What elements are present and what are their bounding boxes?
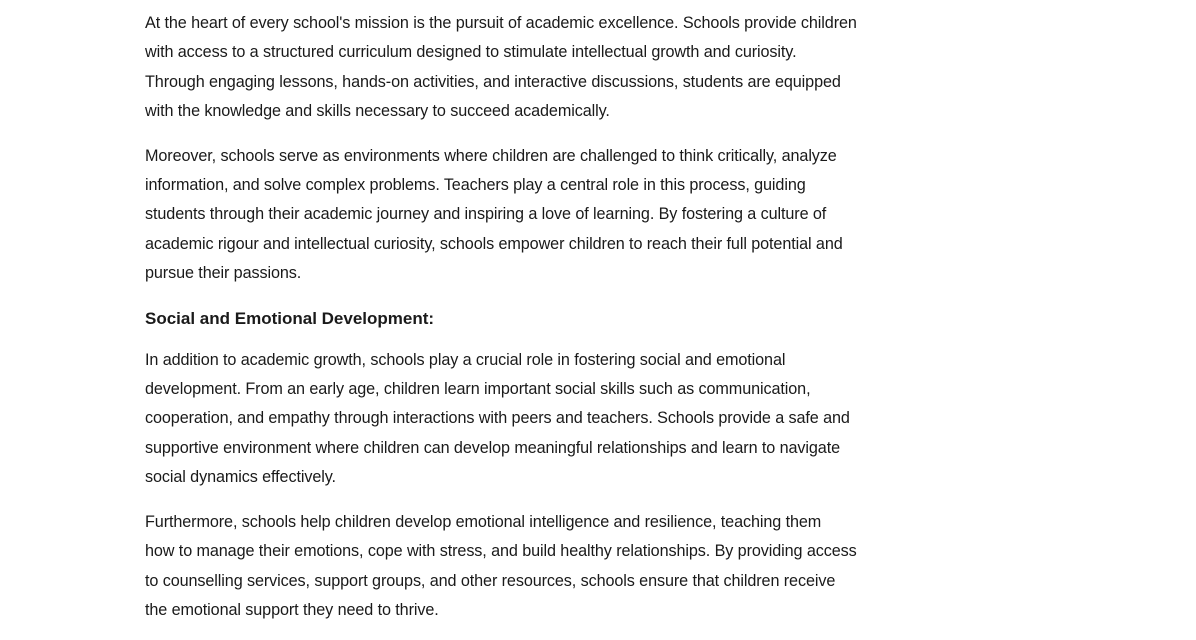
paragraph-academic-excellence <box>145 9 1055 127</box>
text-line: to counselling services, support groups, and other resources, schools ensure that children receive <box>145 571 836 590</box>
text-line: with the knowledge and skills necessary to succeed academically. <box>145 102 610 121</box>
text-line: with access to a structured curriculum designed to stimulate intellectual growth and curiosity. <box>145 43 797 62</box>
text-line: Moreover, schools serve as environments where children are challenged to think critically, analyze <box>145 146 837 165</box>
text-line: supportive environment where children can develop meaningful relationships and learn to navigate <box>145 438 840 457</box>
section-heading: Social and Emotional Development: <box>145 308 435 328</box>
document-body <box>145 9 1055 640</box>
text-line: pursue their passions. <box>145 264 302 283</box>
text-line: students through their academic journey and inspiring a love of learning. By fostering a culture of <box>145 205 827 224</box>
text-line: how to manage their emotions, cope with stress, and build healthy relationships. By providing access <box>145 542 857 561</box>
text-line: cooperation, and empathy through interactions with peers and teachers. Schools provide a safe and <box>145 409 850 428</box>
paragraph-social-development <box>145 346 1055 493</box>
text-line: social dynamics effectively. <box>145 468 336 487</box>
text-line: information, and solve complex problems. Teachers play a central role in this process, guiding <box>145 176 806 195</box>
text-line: the emotional support they need to thrive. <box>145 600 439 619</box>
paragraph-emotional-support <box>145 508 1055 626</box>
text-line: At the heart of every school's mission is the pursuit of academic excellence. Schools provide children <box>145 14 857 32</box>
text-line: In addition to academic growth, schools play a crucial role in fostering social and emotional <box>145 350 786 369</box>
text-line: development. From an early age, children learn important social skills such as communication, <box>145 380 811 399</box>
text-line: academic rigour and intellectual curiosity, schools empower children to reach their full potential and <box>145 234 843 253</box>
text-line: Through engaging lessons, hands-on activities, and interactive discussions, students are equipped <box>145 72 841 91</box>
text-line: Furthermore, schools help children develop emotional intelligence and resilience, teaching them <box>145 512 822 531</box>
paragraph-critical-thinking <box>145 142 1055 289</box>
